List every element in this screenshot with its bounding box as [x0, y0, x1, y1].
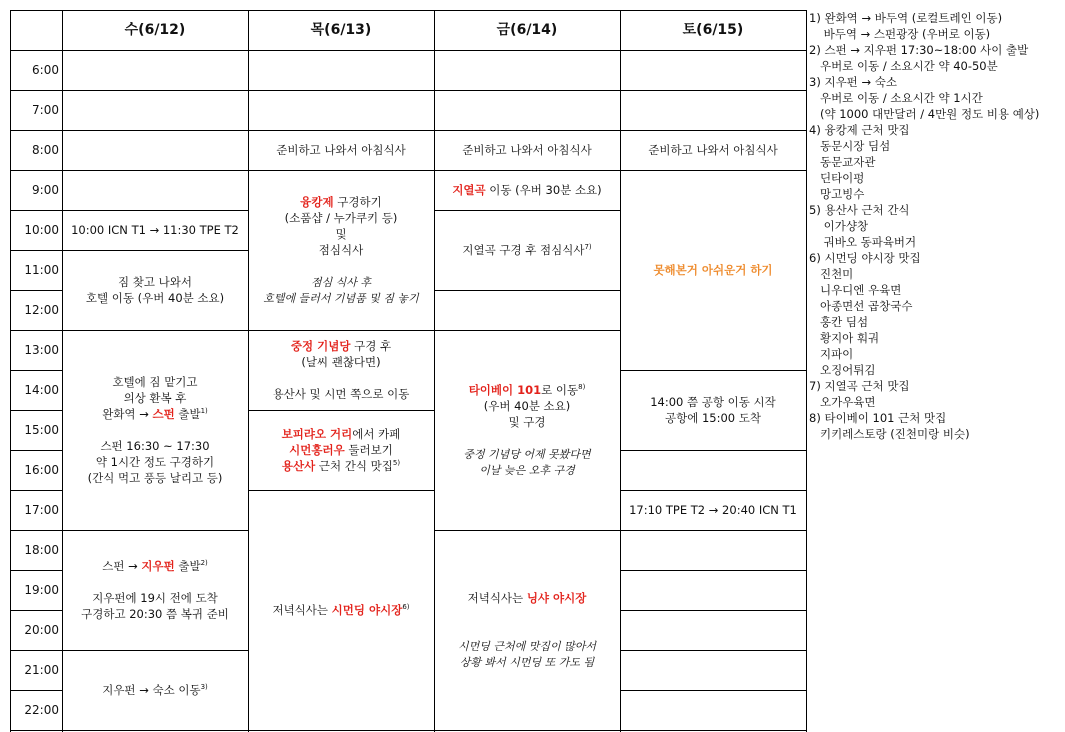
cell-text-part: 로 이동 [541, 383, 579, 397]
footnote-line: 이가샹창 [809, 219, 869, 233]
row-border [248, 90, 434, 91]
footnotes-panel [809, 10, 1063, 442]
place-highlight: 보피랴오 거리 [281, 427, 353, 441]
cell-text [263, 194, 419, 306]
row-border [620, 450, 806, 451]
footnote-line: 딘타이펑 [809, 171, 865, 185]
schedule-cell [434, 170, 620, 210]
cell-text-part: 구경하기 (소품샵 / 누가쿠키 등) 및 점심식사 [284, 195, 398, 257]
footnote-line: 6) 시먼딩 야시장 맛집 [809, 251, 921, 265]
place-highlight: 융캉제 [300, 195, 334, 209]
cell-text [102, 682, 208, 698]
footnote-line: 5) 용산사 근처 간식 [809, 203, 910, 217]
footnote-ref: 6) [402, 603, 410, 612]
schedule-cell [620, 490, 806, 530]
time-label: 17:00 [24, 503, 59, 517]
footnote-line: 궈바오 동파육버거 [809, 235, 917, 249]
cell-text [462, 242, 591, 258]
row-border [620, 530, 806, 531]
cell-text-part: 점심 식사 후 호텔에 들러서 기념품 및 짐 놓기 [263, 276, 419, 305]
cell-text [648, 142, 778, 158]
footnote-line: 2) 스펀 → 지우펀 17:30~18:00 사이 출발 [809, 43, 1029, 57]
time-label: 12:00 [24, 303, 59, 317]
footnote-line: 훙칸 딤섬 [809, 315, 869, 329]
footnote-line: 8) 타이베이 101 근처 맛집 [809, 411, 947, 425]
time-label: 21:00 [24, 663, 59, 677]
place-highlight: 지열곡 [452, 183, 486, 197]
time-label: 22:00 [24, 703, 59, 717]
schedule-cell [248, 330, 434, 410]
cell-text [282, 426, 401, 474]
day-header: 금(6/14) [496, 22, 558, 38]
row-border [620, 730, 806, 731]
cell-text-part: 중정 기념당 어제 못봤다면 이날 늦은 오후 구경 [463, 448, 591, 477]
schedule-cell [62, 330, 248, 530]
footnote-line: 니우디엔 우육면 [809, 283, 902, 297]
place-highlight: 못해본거 아쉬운거 하기 [653, 263, 773, 277]
schedule-cell [620, 170, 806, 370]
footnote-line: 오징어튀김 [809, 363, 876, 377]
place-highlight: 시먼딩 야시장 [331, 603, 403, 617]
day-header: 토(6/15) [682, 22, 744, 38]
schedule-cell [248, 170, 434, 330]
cell-text [86, 274, 224, 306]
place-highlight: 스펀 [152, 407, 175, 421]
row-border [620, 690, 806, 691]
footnote-line: 지파이 [809, 347, 854, 361]
row-border [620, 570, 806, 571]
cell-text-part: 17:10 TPE T2 → 20:40 ICN T1 [629, 503, 797, 517]
schedule-cell [248, 490, 434, 730]
footnote-ref: 8) [578, 383, 586, 392]
column-border [806, 10, 807, 732]
cell-text-part: 준비하고 나와서 아침식사 [276, 143, 406, 157]
schedule-cell [620, 130, 806, 170]
cell-text-part: 호텔에 짐 맡기고 의상 환복 후 완화역 → [102, 375, 198, 421]
time-label: 18:00 [24, 543, 59, 557]
header-bottom-border [10, 50, 807, 51]
cell-text-part: 근처 간식 맛집 [315, 459, 393, 473]
cell-text-part: 출발 [174, 407, 201, 421]
time-label: 16:00 [24, 463, 59, 477]
cell-text-part: 지우펀 → 숙소 이동 [102, 683, 201, 697]
schedule-cell [62, 210, 248, 250]
footnote-ref: 3) [200, 683, 208, 692]
place-highlight: 시먼홍러우 [289, 443, 345, 457]
cell-text-part: 준비하고 나와서 아침식사 [648, 143, 778, 157]
row-border [434, 290, 620, 291]
schedule-cell [620, 370, 806, 450]
row-border [62, 130, 248, 131]
cell-text-part: 저녁식사는 [467, 591, 527, 605]
footnote-line: 동문시장 딤섬 [809, 139, 891, 153]
footnote-line: 오가우육면 [809, 395, 876, 409]
cell-text [88, 374, 223, 486]
row-border [620, 610, 806, 611]
cell-text-part: 지열곡 구경 후 점심식사 [462, 243, 585, 257]
place-highlight: 타이베이 101 [468, 383, 542, 397]
cell-text-part: 저녁식사는 [272, 603, 332, 617]
row-border [62, 170, 248, 171]
schedule-cell [62, 530, 248, 650]
footnote-line: 우버로 이동 / 소요시간 약 1시간 [809, 91, 983, 105]
row-border [434, 730, 620, 731]
place-highlight: 닝샤 야시장 [526, 591, 587, 605]
footnote-line: (약 1000 대만달러 / 4만원 정도 비용 예상) [809, 107, 1040, 121]
cell-text-part: 에서 카페 [352, 427, 401, 441]
footnote-line: 동문교자관 [809, 155, 876, 169]
cell-text [650, 394, 776, 426]
cell-text-part: 시먼딩 근처에 맛집이 많아서 상황 봐서 시먼딩 또 가도 됨 [457, 640, 596, 669]
cell-text-part: 이동 (우버 30분 소요) [485, 183, 602, 197]
footnote-line: 7) 지열곡 근처 맛집 [809, 379, 910, 393]
cell-text [452, 182, 601, 198]
schedule-cell [248, 130, 434, 170]
footnote-line: 망고빙수 [809, 187, 865, 201]
footnote-line: 3) 지우펀 → 숙소 [809, 75, 897, 89]
cell-text-part: 구경 후 (날씨 괜찮다면) 용산사 및 시먼 쪽으로 이동 [272, 339, 410, 401]
time-label: 14:00 [24, 383, 59, 397]
cell-text-part: 준비하고 나와서 아침식사 [462, 143, 592, 157]
cell-text [276, 142, 406, 158]
cell-text [71, 222, 239, 238]
footnote-line: 황지아 훠궈 [809, 331, 880, 345]
cell-text-part: 지우펀에 19시 전에 도착 구경하고 20:30 쯤 복귀 준비 [81, 591, 229, 621]
cell-text-part: 출발 [174, 559, 201, 573]
schedule-cell [434, 130, 620, 170]
row-border [434, 90, 620, 91]
footnote-line: 4) 융캉제 근처 맛집 [809, 123, 910, 137]
cell-text [458, 590, 596, 670]
footnote-line: 진천미 [809, 267, 854, 281]
time-label: 9:00 [32, 183, 59, 197]
day-header: 수(6/12) [124, 22, 186, 38]
day-header: 목(6/13) [310, 22, 372, 38]
row-border [62, 730, 248, 731]
schedule-cell [434, 530, 620, 730]
schedule-cell [248, 410, 434, 490]
cell-text-part: (우버 40분 소요) 및 구경 [483, 399, 571, 429]
cell-text-part: 스펀 16:30 ~ 17:30 약 1시간 정도 구경하기 (간식 먹고 풍등 날리고 등) [87, 439, 223, 485]
cell-text-part: 10:00 ICN T1 → 11:30 TPE T2 [71, 223, 239, 237]
time-label: 15:00 [24, 423, 59, 437]
row-border [62, 90, 248, 91]
cell-text-part: 스펀 → [102, 559, 142, 573]
footnote-line: 아종면선 곱창국수 [809, 299, 913, 313]
row-border [620, 650, 806, 651]
row-border [620, 90, 806, 91]
cell-text [462, 142, 592, 158]
time-label: 7:00 [32, 103, 59, 117]
time-label: 20:00 [24, 623, 59, 637]
place-highlight: 용산사 [281, 459, 316, 473]
footnote-line: 바두역 → 스펀광장 (우버로 이동) [809, 27, 991, 41]
footnote-line: 키키레스토랑 (진천미랑 비슷) [809, 427, 970, 441]
time-label: 11:00 [24, 263, 59, 277]
row-border [248, 730, 434, 731]
schedule-cell [434, 330, 620, 530]
cell-text [273, 338, 410, 402]
cell-text [629, 502, 797, 518]
schedule-cell [62, 650, 248, 730]
footnote-line: 우버로 이동 / 소요시간 약 40-50분 [809, 59, 998, 73]
schedule-cell [62, 250, 248, 330]
row-border [10, 730, 62, 731]
time-label: 6:00 [32, 63, 59, 77]
schedule-cell [434, 210, 620, 290]
place-highlight: 지우펀 [141, 559, 175, 573]
footnote-ref: 1) [200, 407, 208, 416]
time-label: 19:00 [24, 583, 59, 597]
time-label: 13:00 [24, 343, 59, 357]
cell-text-part: 14:00 쯤 공항 이동 시작 공항에 15:00 도착 [650, 395, 776, 425]
cell-text-part: 짐 찾고 나와서 호텔 이동 (우버 40분 소요) [85, 275, 225, 305]
footnote-line: 1) 완화역 → 바두역 (로컬트레인 이동) [809, 11, 1003, 25]
time-label: 8:00 [32, 143, 59, 157]
cell-text [81, 558, 229, 622]
cell-text-part: 둘러보기 [348, 443, 393, 457]
cell-text [653, 262, 772, 278]
cell-text [272, 602, 409, 618]
footnote-ref: 5) [392, 459, 401, 468]
footnote-ref: 2) [200, 559, 208, 568]
footnote-ref: 7) [584, 243, 592, 252]
time-label: 10:00 [24, 223, 59, 237]
place-highlight: 중정 기념당 [290, 339, 351, 353]
cell-text [463, 382, 590, 478]
